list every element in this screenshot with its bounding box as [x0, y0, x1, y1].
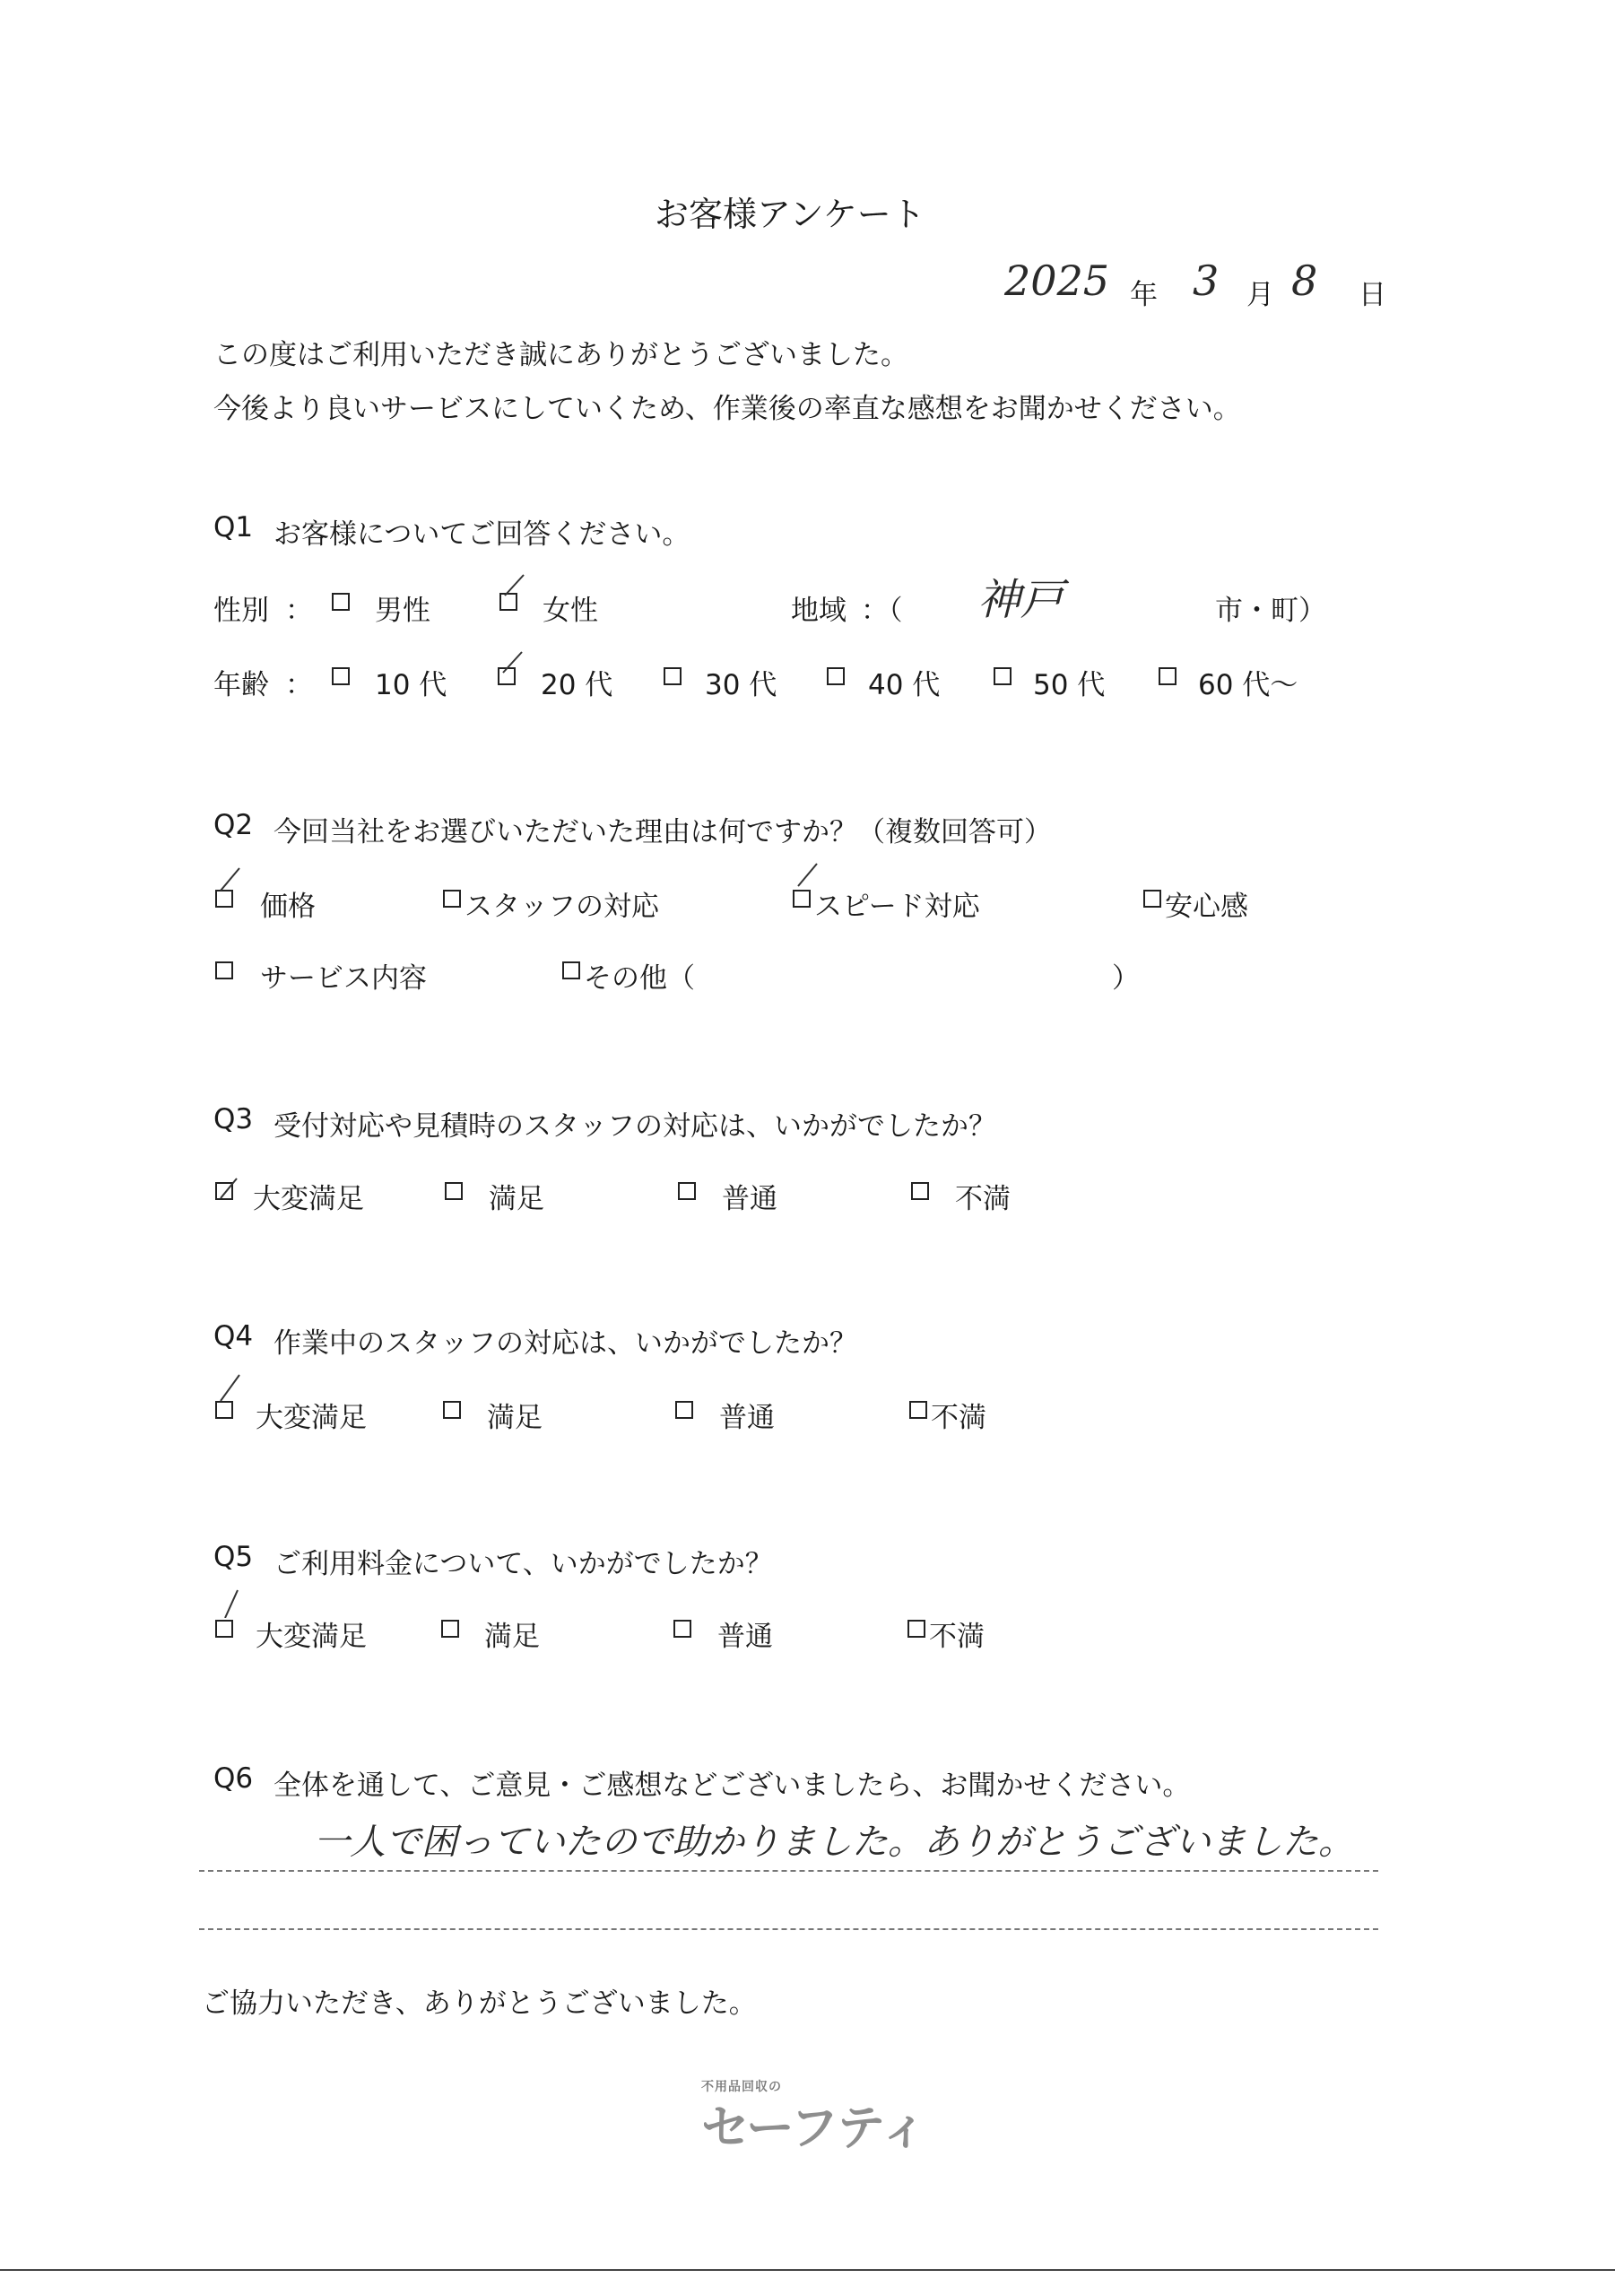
- checkbox-reason-staff[interactable]: [443, 890, 461, 908]
- q3-option-dissatisfied: 不満: [955, 1183, 1011, 1215]
- q6-answer[interactable]: 一人で困っていたので助かりました。ありがとうございました。: [314, 1822, 1354, 1863]
- checkbox-reason-other[interactable]: [562, 961, 580, 979]
- check-mark-icon: [218, 865, 241, 896]
- age-option-10: 10 代: [375, 669, 447, 701]
- age-colon: ：: [285, 669, 313, 701]
- checkbox-q5-dissatisfied[interactable]: [907, 1620, 925, 1638]
- region-value: 神戸: [977, 575, 1064, 625]
- check-mark-icon: [218, 1587, 241, 1618]
- q4-question: 作業中のスタッフの対応は、いかがでしたか？: [274, 1327, 857, 1360]
- reason-option-staff: スタッフの対応: [465, 891, 659, 923]
- reason-option-trust: 安心感: [1165, 891, 1248, 923]
- check-mark-icon: [218, 1372, 241, 1403]
- checkbox-age-60[interactable]: [1159, 667, 1177, 685]
- intro-line-2: 今後より良いサービスにしていくため、作業後の率直な感想をお聞かせください。: [213, 393, 1241, 425]
- reason-option-other: その他（: [584, 962, 695, 995]
- q5-option-satisfied: 満足: [484, 1621, 540, 1653]
- q5-label: Q5: [213, 1541, 254, 1573]
- gender-label: 性別: [213, 595, 269, 627]
- region-label: 地域: [791, 595, 847, 627]
- checkbox-reason-service[interactable]: [215, 961, 233, 979]
- q2-label: Q2: [213, 809, 254, 841]
- date-month: 3: [1193, 257, 1220, 305]
- check-mark-icon: [500, 649, 524, 680]
- checkbox-q3-dissatisfied[interactable]: [911, 1182, 929, 1200]
- checkbox-age-40[interactable]: [827, 667, 845, 685]
- logo-name: セーフティ: [701, 2100, 926, 2156]
- q3-label: Q3: [213, 1103, 254, 1135]
- checkbox-q5-satisfied[interactable]: [441, 1620, 459, 1638]
- age-option-60: 60 代～: [1198, 669, 1298, 701]
- q3-question: 受付対応や見積時のスタッフの対応は、いかがでしたか？: [274, 1110, 996, 1143]
- q4-option-very-satisfied: 大変満足: [256, 1402, 367, 1434]
- gender-option-male: 男性: [375, 595, 430, 627]
- reason-option-price: 価格: [260, 891, 316, 923]
- q6-question: 全体を通して、ご意見・ご感想などございましたら、お聞かせください。: [274, 1770, 1191, 1802]
- q2-question: 今回当社をお選びいただいた理由は何ですか？（複数回答可）: [274, 816, 1052, 848]
- region-suffix: 市・町）: [1215, 595, 1326, 627]
- check-mark-icon: [502, 572, 525, 603]
- q5-question: ご利用料金について、いかがでしたか？: [274, 1548, 773, 1580]
- age-label: 年齢: [213, 669, 269, 701]
- age-option-30: 30 代: [705, 669, 777, 701]
- answer-line-1: [199, 1870, 1378, 1872]
- checkbox-q5-normal[interactable]: [673, 1620, 691, 1638]
- checkbox-age-10[interactable]: [332, 667, 350, 685]
- q5-option-dissatisfied: 不満: [929, 1621, 985, 1653]
- gender-option-female: 女性: [543, 595, 598, 627]
- date-year: 2025: [1004, 257, 1110, 305]
- q5-option-normal: 普通: [717, 1621, 773, 1653]
- logo-tagline: 不用品回収の: [701, 2080, 782, 2094]
- q3-option-very-satisfied: 大変満足: [253, 1183, 364, 1215]
- q1-label: Q1: [213, 511, 254, 544]
- age-option-40: 40 代: [868, 669, 941, 701]
- checkbox-q4-very-satisfied[interactable]: [215, 1401, 233, 1419]
- closing-text: ご協力いただき、ありがとうございました。: [202, 1987, 757, 2020]
- date-month-unit: 月: [1246, 279, 1274, 311]
- q3-option-normal: 普通: [722, 1183, 777, 1215]
- date-day: 8: [1291, 257, 1318, 305]
- reason-other-close: ）: [1112, 962, 1140, 995]
- date-year-unit: 年: [1130, 279, 1158, 311]
- page-title: お客様アンケート: [655, 195, 925, 234]
- region-open: ：（: [861, 595, 903, 627]
- q5-option-very-satisfied: 大変満足: [256, 1621, 367, 1653]
- q4-option-normal: 普通: [719, 1402, 775, 1434]
- checkbox-age-30[interactable]: [664, 667, 682, 685]
- q4-option-dissatisfied: 不満: [931, 1402, 986, 1434]
- age-option-50: 50 代: [1033, 669, 1106, 701]
- q4-option-satisfied: 満足: [487, 1402, 543, 1434]
- checkbox-q3-satisfied[interactable]: [445, 1182, 463, 1200]
- reason-option-speed: スピード対応: [814, 891, 980, 923]
- check-mark-icon: [217, 1171, 240, 1202]
- q1-question: お客様についてご回答ください。: [274, 518, 690, 551]
- q6-label: Q6: [213, 1762, 254, 1795]
- checkbox-gender-male[interactable]: [332, 593, 350, 611]
- q4-label: Q4: [213, 1320, 254, 1352]
- age-option-20: 20 代: [541, 669, 613, 701]
- checkbox-reason-trust[interactable]: [1143, 890, 1161, 908]
- q3-option-satisfied: 満足: [489, 1183, 544, 1215]
- bottom-rule: [0, 2269, 1615, 2271]
- reason-option-service: サービス内容: [260, 962, 427, 995]
- checkbox-reason-speed[interactable]: [793, 890, 811, 908]
- checkbox-q4-normal[interactable]: [675, 1401, 693, 1419]
- answer-line-2: [199, 1928, 1378, 1930]
- intro-line-1: この度はご利用いただき誠にありがとうございました。: [213, 339, 908, 371]
- checkbox-q4-satisfied[interactable]: [443, 1401, 461, 1419]
- checkbox-q3-normal[interactable]: [678, 1182, 696, 1200]
- checkbox-q5-very-satisfied[interactable]: [215, 1620, 233, 1638]
- gender-colon: ：: [285, 595, 313, 627]
- date-day-unit: 日: [1359, 279, 1386, 311]
- checkbox-age-50[interactable]: [994, 667, 1012, 685]
- checkbox-q4-dissatisfied[interactable]: [909, 1401, 927, 1419]
